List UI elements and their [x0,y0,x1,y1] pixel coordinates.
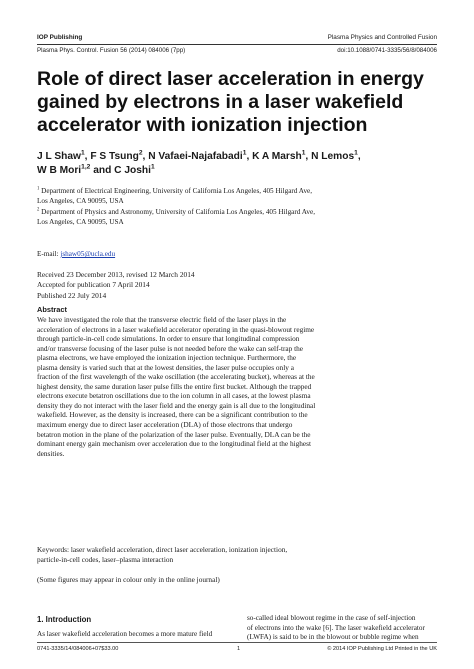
affil-marker: 1 [354,149,358,157]
email-link[interactable]: jshaw05@ucla.edu [60,250,116,258]
abstract-line: dominant energy gain mechanism over acceleration due to the longitudinal field at the highest [37,439,312,449]
abstract-line: wakefield. However, as the density is increased, there can be a significant contribution to the [37,410,308,420]
author[interactable]: N Vafaei-Najafabadi [148,151,243,162]
author-list: J L Shaw$^1$, F S Tsung$^2$, N Vafaei-Najafabadi$^1$, K A Marsh$^1$, N Lemos$^1$, W B Mori$^{1,2}$ and C Joshi$^1$ [37,149,361,176]
contact-email [37,250,115,258]
header-rule [37,44,437,45]
publication-dates [37,270,195,301]
keywords [37,545,435,564]
affiliation [37,207,437,227]
abstract-line: betatron motion in the plane of the polarization of the laser pulse. Eventually, DLA can be the [37,429,311,439]
abstract-line: plasma density is varied such that at the lowest densities, the laser pulse occupies only a [37,362,294,372]
issn-code: 0741-3335/14/084006+07$33.00 [37,646,119,652]
affil-text: Los Angeles, CA 90095, USA [37,197,124,205]
published-date: Published 22 July 2014 [37,290,107,300]
affil-marker: 1 [242,149,247,157]
section-heading: 1. Introduction [37,615,92,624]
affiliation [37,186,437,206]
colour-note: (Some figures may appear in colour only in the online journal) [37,575,220,584]
abstract-line: densities. [37,448,65,458]
affil-marker: 1 [150,163,155,171]
abstract-line: and/or transverse focusing of the laser pulse is not needed before the wake can self-trap the [37,343,304,353]
page-footer [37,646,437,656]
affil-text: Department of Physics and Astronomy, University of California Los Angeles, 405 Hilgard Ave, [41,208,316,216]
copyright-notice: © 2014 IOP Publishing Ltd Printed in the UK [327,646,437,652]
body-line: so-called ideal blowout regime in the case of self-injection [247,614,416,622]
affil-number: 1 [37,186,40,192]
publisher-name: IOP Publishing [37,34,83,41]
author[interactable]: F S Tsung [90,151,139,162]
body-line: As laser wakefield acceleration becomes a more mature field [37,630,213,638]
author[interactable]: C Joshi [114,164,151,176]
doi-link[interactable]: doi:10.1088/0741-3335/56/8/084006 [337,47,437,54]
keywords-line: Keywords: laser wakefield acceleration, direct laser acceleration, ionization injection, [37,545,288,554]
author[interactable]: K A Marsh [252,151,302,162]
affil-marker: 2 [138,149,143,157]
abstract-line: acceleration of electrons in a laser wakefield accelerator operating in the quasi-blowout regime [37,324,315,334]
abstract-line: plasma electrons, we have employed the ionization injection technique. Furthermore, the [37,353,297,363]
abstract-line: through particle-in-cell code simulations. In order to ensure that longitudinal compression [37,334,300,344]
abstract-line: fraction of the first wavelength of the wake oscillation (the accelerating bucket), whereas at the [37,372,315,382]
abstract-line: We have investigated the role that the transverse electric field of the laser plays in the [37,315,287,324]
affil-marker: 1 [80,149,85,157]
citation: Plasma Phys. Control. Fusion 56 (2014) 084006 (7pp) [37,47,186,54]
abstract-line: electrons execute betatron oscillations due to the ion column in all cases, at the lowest plasma [37,391,311,401]
keywords-line: particle-in-cell codes, laser–plasma interaction [37,554,174,564]
abstract-body [37,315,435,458]
abstract-line: density they do not interact with the laser field and the energy gain is all due to the longitudinal [37,400,316,410]
author[interactable]: W B Mori [37,164,82,176]
page-number: 1 [237,646,241,652]
affil-text: Department of Electrical Engineering, University of California Los Angeles, 405 Hilgard Ave, [41,187,313,195]
body-line: (LWFA) is said to be in the blowout or bubble regime when [247,633,419,641]
citation-line [37,47,437,57]
footer-rule [37,642,437,643]
abstract-line: maximum energy due to direct laser acceleration (DLA) of those electrons that undergo [37,420,293,430]
author[interactable]: N Lemos [311,151,355,162]
left-column-text [37,630,227,640]
paper-title: Role of direct laser acceleration in energy gained by electrons in a laser wakefield accelerator with ionization injection [37,68,424,136]
received-date: Received 23 December 2013, revised 12 March 2014 [37,270,195,279]
affil-number: 2 [37,207,40,213]
abstract-heading: Abstract [37,305,67,314]
accepted-date: Accepted for publication 7 April 2014 [37,280,150,290]
affil-marker: 1,2 [81,163,91,171]
journal-name: Plasma Physics and Controlled Fusion [327,34,437,41]
email-label: E-mail: [37,250,59,258]
author-conjunction: and [93,164,112,176]
right-column-text [247,614,437,643]
author[interactable]: J L Shaw [37,151,81,162]
affil-marker: 1 [301,149,306,157]
abstract-line: highest density, the same duration laser pulse fills the entire first bucket. Although the trapped [37,381,312,391]
affil-text: Los Angeles, CA 90095, USA [37,218,124,226]
body-line: of electrons into the wake [6]. The laser wakefield accelerator [247,623,425,632]
